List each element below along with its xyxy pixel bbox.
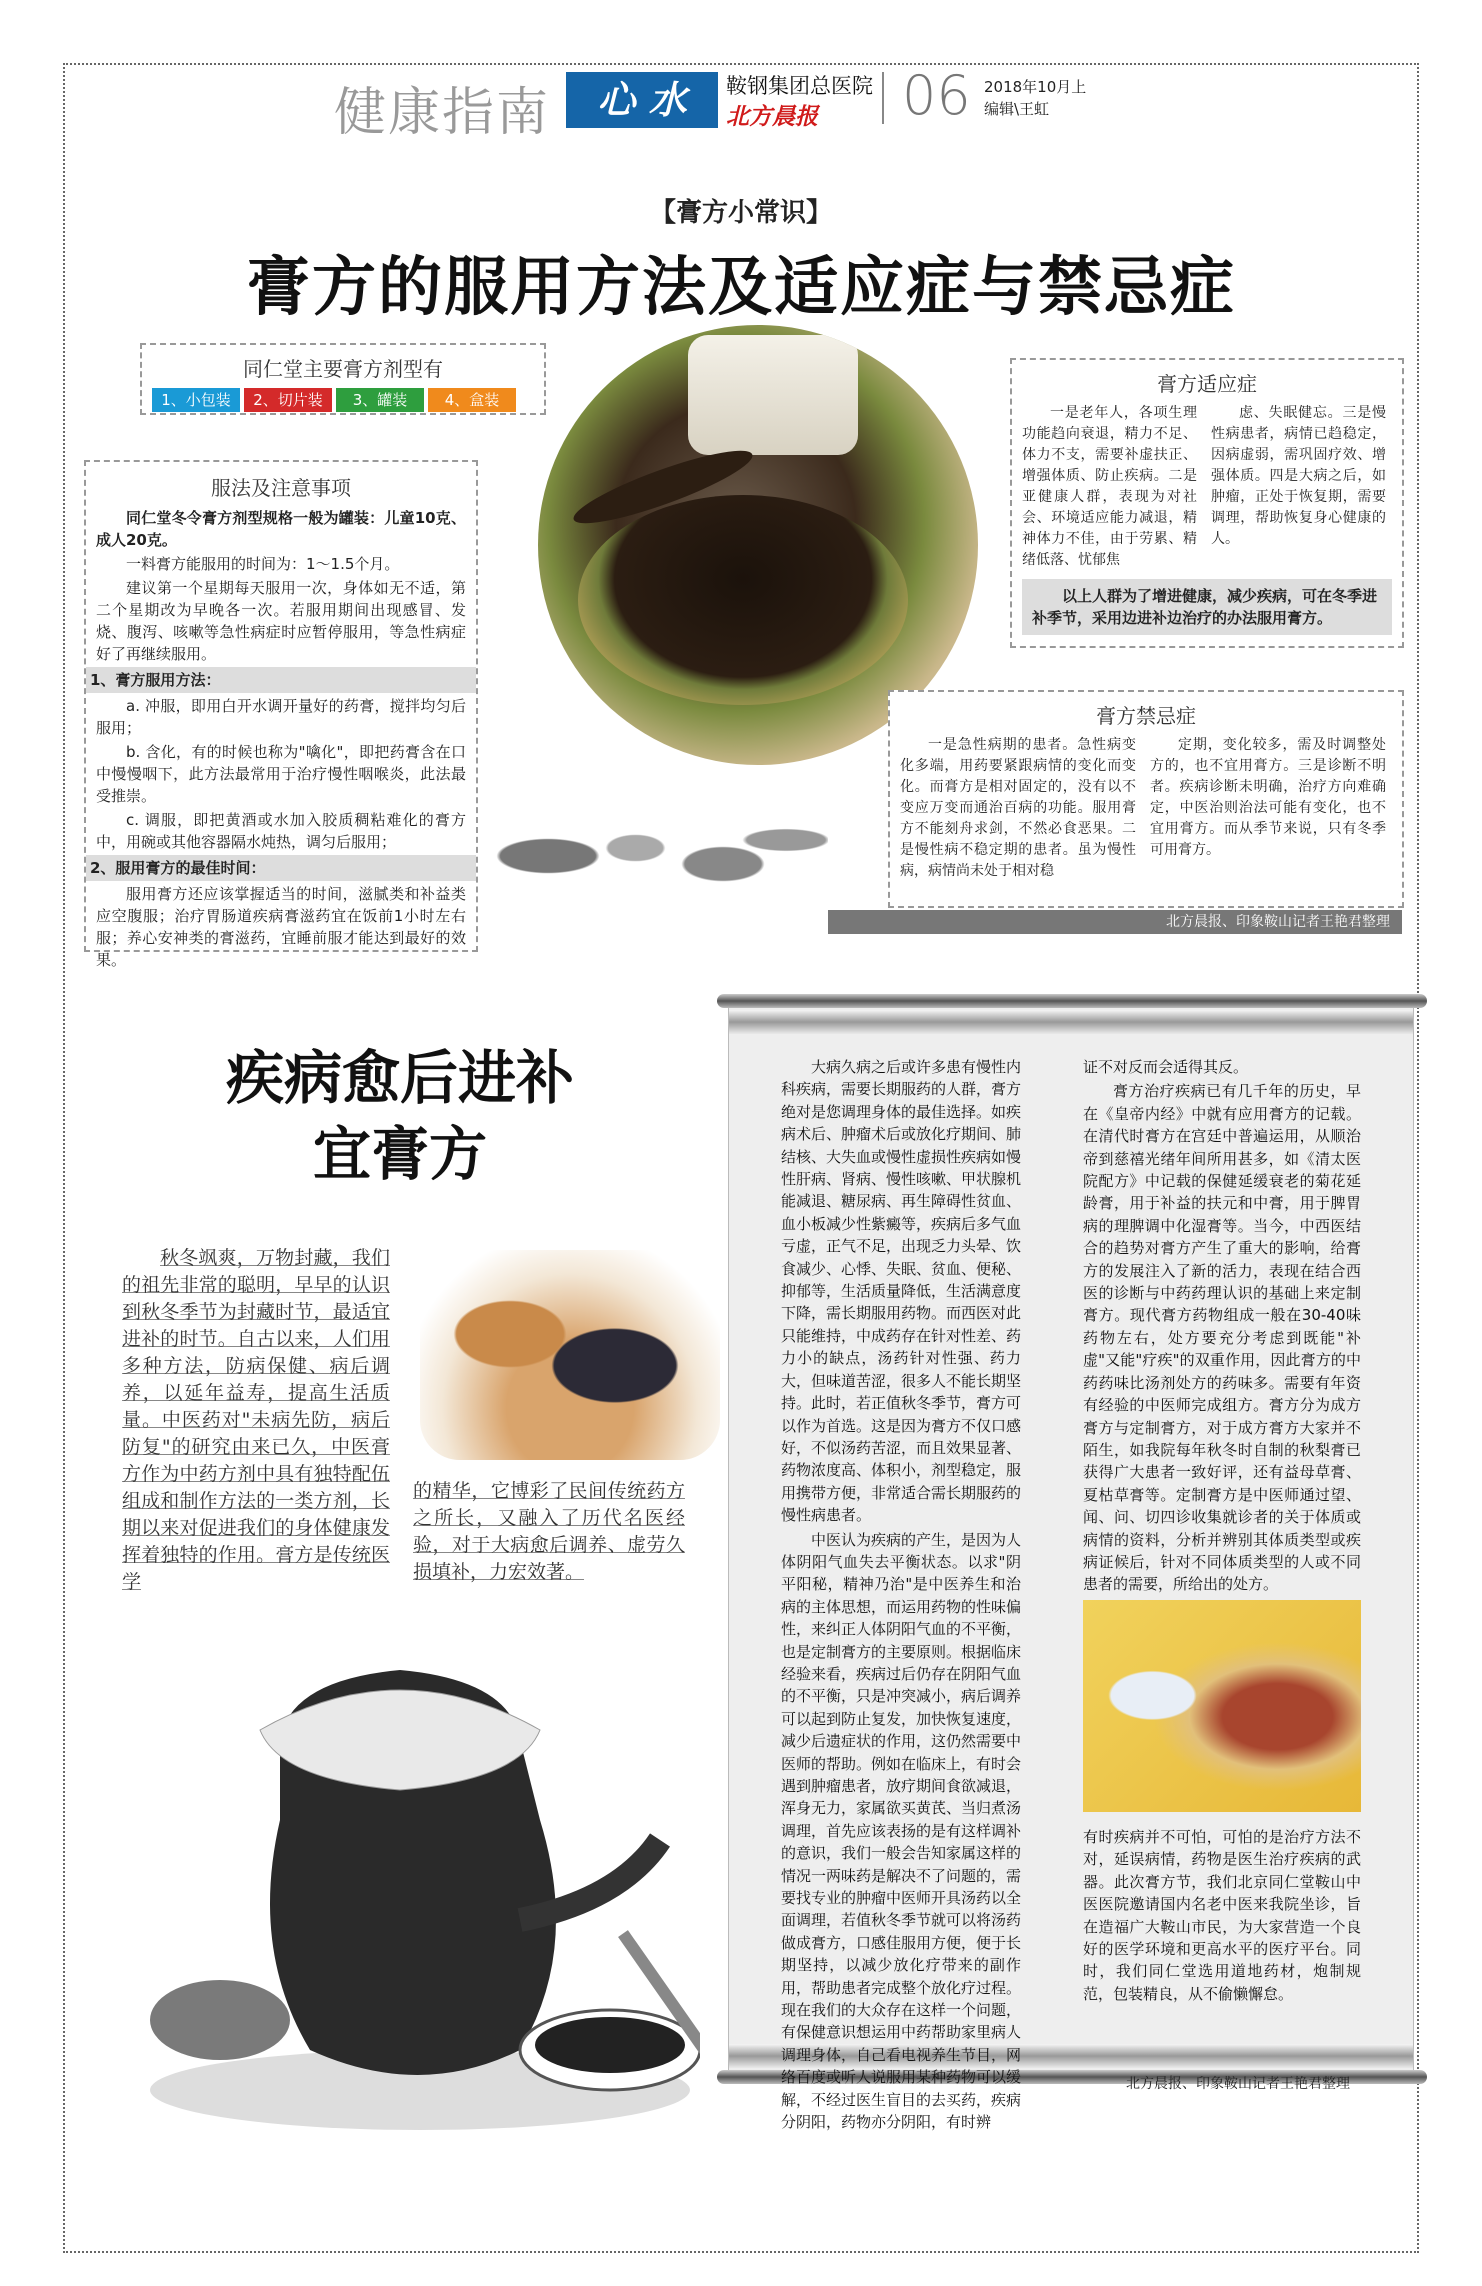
- scroll-col2-bottom: [1083, 1826, 1361, 2007]
- brand-logo: 心 水: [566, 72, 718, 128]
- article2-lead-cont-text: 的精华，它博彩了民间传统药方之所长，又融入了历代名医经验，对于大病愈后调养、虚劳久损填补，力宏效著。: [413, 1480, 685, 1583]
- article2-lead-text: 秋冬飒爽，万物封藏，我们的祖先非常的聪明，早早的认识到秋冬季节为封藏时节，最适宜进补的时节。自古以来，人们用多种方法，防病保健、病后调养，以延年益寿，提高生活质量。中医药对"未病先防，病后防复"的研究由来已久，中医膏方作为中药方剂中具有独特配伍组成和制作方法的一类方剂，长期以来对促进我们的身体健康发挥着独特的作用。膏方是传统医学: [122, 1247, 390, 1593]
- issue-date: 2018年10月上: [984, 78, 1087, 96]
- types-box: [140, 343, 546, 415]
- time-heading: 2、服用膏方的最佳时间：: [86, 855, 476, 881]
- herbs-photo: [478, 760, 828, 920]
- article2-title-line1: 疾病愈后进补: [225, 1044, 574, 1112]
- indication-summary: 以上人群为了增进健康，减少疾病，可在冬季进补季节，采用边进补边治疗的办法服用膏方。: [1022, 579, 1392, 635]
- indication-heading: 膏方适应症: [1157, 372, 1257, 396]
- method-a: a. 冲服，即用白开水调开量好的药膏，搅拌均匀后服用；: [96, 697, 466, 737]
- usage-box: [84, 460, 478, 969]
- method-b: b. 含化，有的时候也称为"噙化"，即把药膏含在口中慢慢咽下，此方法最常用于治疗慢性咽喉炎，此法最受推崇。: [96, 743, 466, 805]
- contra-box: [888, 690, 1404, 908]
- body-para: 膏方治疗疾病已有几千年的历史，早在《皇帝内经》中就有应用膏方的记载。在清代时膏方在宫廷中普遍运用，从顺治帝到慈禧光绪年间所用甚多，如《清太医院配方》中记载的保健延缓衰老的菊花延龄膏，用于补益的扶元和中膏，用于脾胃病的理脾调中化湿膏等。当今，中西医结合的趋势对膏方产生了重大的影响，给膏方的发展注入了新的活力，表现在结合西医的诊断与中药药理认识的基础上来定制膏方。现代膏方药物组成一般在30-40味药物左右，处方要充分考虑到既能"补虚"又能"疗疾"的双重作用，因此膏方的中药药味比汤剂处方的药味多。需要有年资有经验的中医师完成组方。膏方分为成方膏方与定制膏方，对于成方膏方大家并不陌生，如我院每年秋冬时自制的秋梨膏已获得广大患者一致好评，还有益母草膏、夏枯草膏等。定制膏方是中医师通过望、闻、问、切四诊收集就诊者的关于体质或病情的资料，分析并辨别其体质类型或疾病证候后，针对不同体质类型的人或不同患者的需要，所给出的处方。: [1083, 1082, 1361, 1594]
- body-para: 中医认为疾病的产生，是因为人体阴阳气血失去平衡状态。以求"阴平阳秘，精神乃治"是中医养生和治病的主体思想，而运用药物的性味偏性，来纠正人体阴阳气血的不平衡，也是定制膏方的主要原则。根据临床经验来看，疾病过后仍存在阴阳气血的不平衡，只是冲突减小，病后调养可以起到防止复发，加快恢复速度，减少后遗症状的作用，这仍然需要中医师的帮助。例如在临床上，有时会遇到肿瘤患者，放疗期间食欲减退，浑身无力，家属欲买黄芪、当归煮汤调理，首先应该表扬的是有这样调补的意识，我们一般会告知家属这样的情况一两味药是解决不了问题的，需要找专业的肿瘤中医师开具汤药以全面调理，若值秋冬季节就可以将汤药做成膏方，口感佳服用方便，便于长期坚持，以减少放化疗带来的副作用，帮助患者完成整个放化疗过程。现在我们的大众存在这样一个问题，有保健意识想运用中药帮助家里病人调理身体，自己看电视养生节目，网络百度或听人说服用某种药物可以缓解，不经过医生盲目的去买药，疾病分阴阳，药物亦分阴阳，有时辨: [781, 1530, 1022, 2132]
- usage-heading: 服法及注意事项: [211, 476, 351, 500]
- medicine-photo: [1083, 1600, 1361, 1812]
- method-heading: 1、膏方服用方法：: [86, 667, 476, 693]
- indication-col2: 虑、失眠健忘。三是慢性病患者，病情已趋稳定，因病虚弱，需巩固疗效、增强体质。四是大病之后，如肿瘤，正处于恢复期，需要调理，帮助恢复身心健康的人。: [1211, 405, 1386, 547]
- contra-col1: 一是急性病期的患者。急性病变化多端，用药要紧跟病情的变化而变化。而膏方是相对固定的，没有以不变应万变而通治百病的功能。服用膏方不能刻舟求剑，不然必食恶果。二是慢性病不稳定期的患者。虽为慢性病，病情尚未处于相对稳: [900, 737, 1136, 879]
- contra-col2: 定期，变化较多，需及时调整处方的，也不宜用膏方。三是诊断不明者。疾病诊断未明确，治疗方向难确定，中医治则治法可能有变化，也不宜用膏方。而从季节来说，只有冬季可用膏方。: [1150, 737, 1386, 858]
- issue-info: [984, 76, 1086, 120]
- article1-credit: 北方晨报、印象鞍山记者王艳君整理: [828, 910, 1402, 934]
- scroll-roll-top: [729, 1010, 1413, 1034]
- jar-teapot-illustration: [140, 1620, 700, 2140]
- indication-cols: [1022, 403, 1392, 571]
- indication-col1: 一是老年人，各项生理功能趋向衰退，精力不足、体力不支，需要补虚扶正、增强体质、防止疾病。二是亚健康人群，表现为对社会、环境适应能力减退，精神体力不佳，由于劳累、精绪低落、忧郁焦: [1022, 405, 1197, 568]
- contra-heading: 膏方禁忌症: [1096, 704, 1196, 728]
- body-para: 证不对反而会适得其反。: [1083, 1058, 1249, 1076]
- article2-title: [150, 1040, 650, 1192]
- type-chip: 2、切片装: [244, 388, 332, 412]
- article-tag: 【膏方小常识】: [649, 198, 832, 228]
- editor: 编辑\王虹: [984, 100, 1050, 118]
- scroll-col2: [1083, 1056, 1361, 1598]
- scroll-col1: [781, 1056, 1021, 2136]
- article-title: 膏方的服用方法及适应症与禁忌症: [246, 251, 1236, 325]
- usage-advice: 建议第一个星期每天服用一次，身体如无不适，第二个星期改为早晚各一次。若服用期间出现感冒、发烧、腹泻、咳嗽等急性病症时应暂停服用，等急性病症好了再继续服用。: [96, 579, 466, 663]
- scroll-rod-top: [717, 994, 1427, 1008]
- hospital-name: 鞍钢集团总医院: [726, 74, 873, 98]
- time-body: 服用膏方还应该掌握适当的时间，滋腻类和补益类应空腹服；治疗胃肠道疾病膏滋药宜在饭前1小时左右服；养心安神类的膏滋药，宜睡前服才能达到最好的效果。: [96, 885, 466, 969]
- article2-lead-cont: [413, 1478, 685, 1586]
- type-chip: 4、盒装: [428, 388, 516, 412]
- header-divider: [882, 72, 884, 124]
- bowl-shape: [578, 495, 908, 705]
- types-heading: 同仁堂主要膏方剂型有: [243, 357, 443, 381]
- article2-credit: 北方晨报、印象鞍山记者王艳君整理: [1126, 2076, 1350, 2092]
- herbs-table-photo: [420, 1250, 720, 1460]
- usage-text: [90, 507, 466, 971]
- contra-cols: [900, 735, 1392, 882]
- types-chips: [152, 388, 534, 412]
- usage-intro: 同仁堂冬令膏方剂型规格一般为罐装：儿童10克、成人20克。: [96, 509, 466, 549]
- usage-duration: 一料膏方能服用的时间为：1～1.5个月。: [126, 555, 400, 573]
- page-number: 06: [902, 64, 971, 127]
- body-para: 大病久病之后或许多患有慢性内科疾病，需要长期服药的人群，膏方绝对是您调理身体的最佳选择。如疾病术后、肿瘤术后或放化疗期间、肺结核、大失血或慢性虚损性疾病如慢性肝病、肾病、慢性咳嗽、甲状腺机能减退、糖尿病、再生障碍性贫血、血小板减少性紫癜等，疾病后多气血亏虚，正气不足，出现乏力头晕、饮食减少、心悸、失眠、贫血、便秘、抑郁等，生活质量降低，生活满意度下降，需长期服用药物。而西医对此只能维持，中成药存在针对性差、药力小的缺点，汤药针对性强、药力大，但味道苦涩，很多人不能长期坚持。此时，若正值秋冬季节，膏方可以作为首选。这是因为膏方不仅口感好，不似汤药苦涩，而且效果显著、药物浓度高、体积小，剂型稳定，服用携带方便，非常适合需长期服药的慢性病患者。: [781, 1058, 1022, 1525]
- section-title: 健康指南: [334, 83, 551, 143]
- type-chip: 1、小包装: [152, 388, 240, 412]
- jar-shape: [688, 335, 858, 455]
- article2-lead: [122, 1245, 390, 1596]
- newspaper-logo: 北方晨报: [726, 103, 818, 130]
- indication-box: [1010, 358, 1404, 648]
- body-para: 有时疾病并不可怕，可怕的是治疗方法不对，延误病情，药物是医生治疗疾病的武器。此次膏方节，我们北京同仁堂鞍山中医医院邀请国内名老中医来我院坐诊，旨在造福广大鞍山市民，为大家营造一个良好的医学环境和更高水平的医疗平台。同时，我们同仁堂选用道地药材，炮制规范，包装精良，从不偷懒懈怠。: [1083, 1828, 1361, 2003]
- method-c: c. 调服，即把黄酒或水加入胶质稠粘难化的膏方中，用碗或其他容器隔水炖热，调匀后服用；: [96, 811, 466, 851]
- article2-title-line2: 宜膏方: [312, 1120, 487, 1188]
- type-chip: 3、罐装: [336, 388, 424, 412]
